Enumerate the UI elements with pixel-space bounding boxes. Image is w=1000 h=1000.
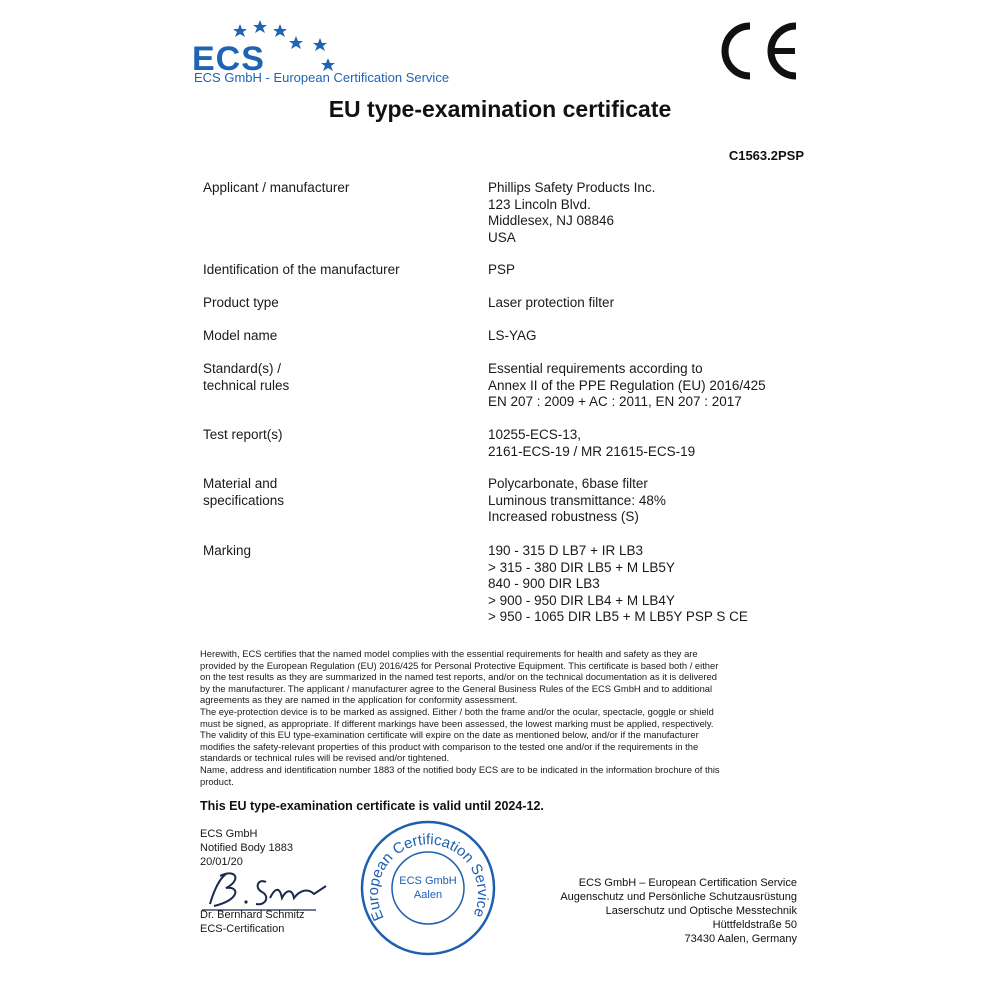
legal-line: agreements as they are named in the application for conformity assessment. [200, 694, 518, 706]
value-line: PSP [488, 262, 516, 277]
label-line: Standard(s) / [203, 361, 282, 376]
label-line: Product type [203, 295, 279, 310]
legal-line: standards or technical rules will be revised and/or tightened. [200, 752, 450, 764]
label-line: specifications [203, 492, 285, 508]
legal-line: The validity of this EU type-examination certificate will expire on the date as mentioned below, and/or if the manufacturer [200, 729, 699, 741]
signer-role: ECS-Certification [200, 923, 285, 935]
legal-line: on the test results as they are summarized in the named test reports, and/or on the technical documentation as it is delivered [200, 671, 717, 683]
address-block [560, 876, 797, 946]
value-line: > 900 - 950 DIR LB4 + M LB4Y [488, 592, 675, 608]
legal-line: provided by the European Regulation (EU) 2016/425 for Personal Protective Equipment. This certificate is based both / either [200, 659, 719, 671]
signer-block [200, 908, 305, 936]
value-line: Increased robustness (S) [488, 509, 639, 524]
stamp-center-line: ECS GmbH [399, 875, 457, 887]
value-line: Polycarbonate, 6base filter [488, 476, 648, 491]
field-label [203, 328, 473, 345]
ce-mark-icon [716, 20, 802, 82]
logo-subtitle: ECS GmbH - European Certification Service [194, 70, 450, 85]
issuer-line: ECS GmbH [200, 828, 258, 840]
value-line: > 315 - 380 DIR LB5 + M LB5Y [488, 559, 675, 575]
value-line: Laser protection filter [488, 295, 615, 310]
label-line: Identification of the manufacturer [203, 262, 400, 277]
field-value [488, 361, 818, 411]
logo-wordmark: ECS [192, 40, 265, 78]
legal-line: Name, address and identification number 1883 of the notified body ECS are to be indicated in the information brochure of this [200, 763, 720, 775]
signer-name: Dr. Bernhard Schmitz [200, 909, 305, 921]
value-line: Luminous transmittance: 48% [488, 492, 666, 508]
label-line: Applicant / manufacturer [203, 180, 350, 195]
legal-line: product. [200, 775, 234, 787]
value-line: 840 - 900 DIR LB3 [488, 576, 600, 591]
address-line: Laserschutz und Optische Messtechnik [605, 905, 797, 917]
legal-line: Herewith, ECS certifies that the named model complies with the essential requirements for health and safety as they are [200, 648, 698, 659]
legal-text [200, 648, 800, 787]
address-line: 73430 Aalen, Germany [684, 933, 797, 945]
value-line: USA [488, 229, 516, 245]
issuer-block [200, 827, 293, 869]
label-line: Model name [203, 328, 278, 343]
value-line: Middlesex, NJ 08846 [488, 213, 615, 228]
address-line: Augenschutz und Persönliche Schutzausrüstung [560, 891, 797, 903]
value-line: 10255-ECS-13, [488, 427, 582, 442]
field-label [203, 361, 473, 394]
value-line: LS-YAG [488, 328, 537, 343]
label-line: Test report(s) [203, 427, 283, 442]
field-value [488, 328, 818, 345]
label-line: Marking [203, 543, 252, 558]
field-value [488, 295, 818, 312]
field-label [203, 543, 473, 560]
field-value [488, 476, 818, 526]
label-line: technical rules [203, 377, 290, 393]
field-label [203, 262, 473, 279]
legal-line: must be signed, as appropriate. If different markings have been assessed, the lowest marking must be applied, respectively. [200, 717, 714, 729]
certificate-number: C1563.2PSP [728, 148, 804, 163]
stamp-center-line: Aalen [413, 889, 443, 901]
value-line: 123 Lincoln Blvd. [488, 196, 591, 212]
signature-icon [196, 866, 346, 914]
document-title: EU type-examination certificate [328, 96, 672, 122]
value-line: Annex II of the PPE Regulation (EU) 2016/425 [488, 377, 766, 393]
value-line: Essential requirements according to [488, 361, 703, 376]
field-value [488, 180, 818, 246]
stamp-ring-text: European Certification Service [364, 831, 492, 924]
issuer-line: Notified Body 1883 [200, 842, 293, 854]
field-label [203, 427, 473, 444]
field-value [488, 543, 818, 626]
legal-line: by the manufacturer. The applicant / manufacturer agree to the General Business Rules of the ECS GmbH and to additional [200, 682, 713, 694]
address-line: Hüttfeldstraße 50 [712, 919, 797, 931]
legal-line: The eye-protection device is to be marked as assigned. Either / both the frame and/or the ocular, spectacle, goggle or shield [200, 705, 714, 717]
value-line: 190 - 315 D LB7 + IR LB3 [488, 543, 643, 558]
field-label [203, 476, 473, 509]
field-label [203, 180, 473, 197]
value-line: EN 207 : 2009 + AC : 2011, EN 207 : 2017 [488, 394, 742, 409]
certification-stamp-icon [358, 818, 498, 958]
field-label [203, 295, 473, 312]
field-value [488, 427, 818, 460]
ecs-logo [192, 18, 472, 88]
legal-line: modifies the safety-relevant properties of this product with comparison to the tested one and/or if the requirements in the [200, 740, 699, 752]
address-line: ECS GmbH – European Certification Service [578, 877, 797, 889]
label-line: Material and [203, 476, 278, 491]
field-value [488, 262, 818, 279]
value-line: > 950 - 1065 DIR LB5 + M LB5Y PSP S CE [488, 609, 748, 624]
value-line: 2161-ECS-19 / MR 21615-ECS-19 [488, 443, 696, 459]
issuer-date: 20/01/20 [200, 856, 243, 868]
value-line: Phillips Safety Products Inc. [488, 180, 656, 195]
validity-statement: This EU type-examination certificate is valid until 2024-12. [200, 799, 544, 813]
